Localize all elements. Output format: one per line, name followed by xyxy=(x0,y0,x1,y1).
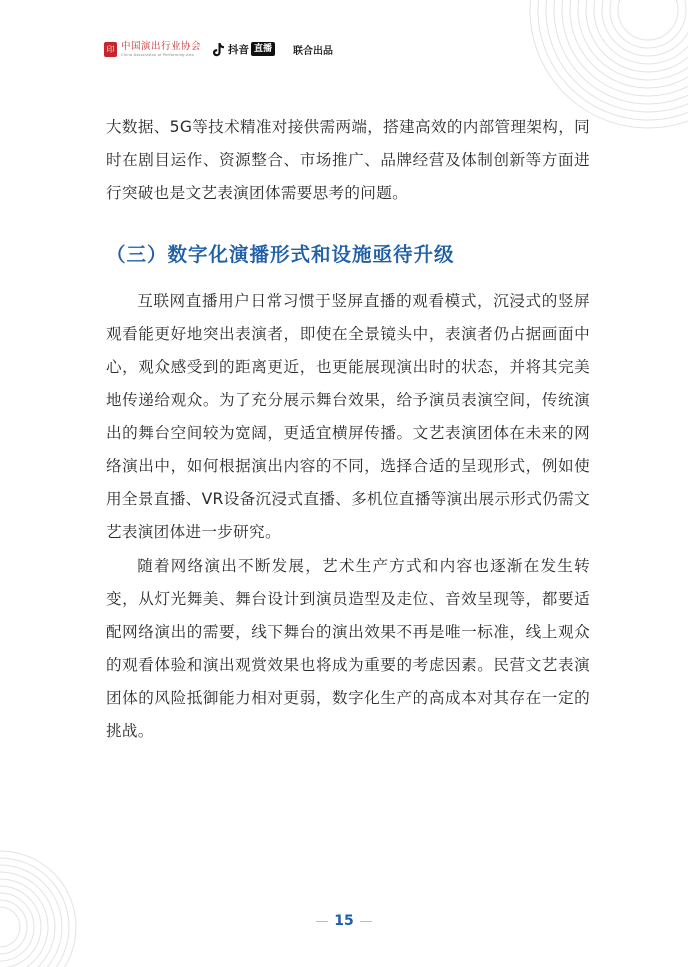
joint-production-label: 联合出品 xyxy=(293,45,334,57)
paragraph-continued: 大数据、5G等技术精准对接供需两端，搭建高效的内部管理架构，同时在剧目运作、资源整合、市场推广、品牌经营及体制创新等方面进行突破也是文艺表演团体需要思考的问题。 xyxy=(106,118,590,202)
page-header xyxy=(104,36,333,62)
douyin-name: 抖音 xyxy=(228,43,250,56)
paragraph-2: 随着网络演出不断发展，艺术生产方式和内容也逐渐在发生转变，从灯光舞美、舞台设计到演员造型及走位、音效呈现等，都要适配网络演出的需要，线下舞台的演出效果不再是唯一标准，线上观众的观看体验和演出观赏效果也将成为重要的考虑因素。民营文艺表演团体的风险抵御能力相对更弱，数字化生产的高成本对其存在一定的挑战。 xyxy=(106,557,590,740)
org-logo xyxy=(104,41,201,57)
douyin-logo xyxy=(212,42,275,57)
org-logo-en: China Association of Performing Arts xyxy=(121,52,194,57)
page-footer xyxy=(0,913,688,929)
org-logo-text: 中国演出行业协会 xyxy=(121,41,202,52)
footer-dash-left xyxy=(316,921,328,922)
live-badge: 直播 xyxy=(251,42,275,56)
footer-dash-right xyxy=(360,921,372,922)
org-seal-icon: 印 xyxy=(104,42,117,57)
decorative-circles-bottom-left xyxy=(0,827,120,967)
page-number: 15 xyxy=(334,913,354,929)
section-heading: （三）数字化演播形式和设施亟待升级 xyxy=(106,243,455,266)
paragraph-1: 互联网直播用户日常习惯于竖屏直播的观看模式，沉浸式的竖屏观看能更好地突出表演者，即使在全景镜头中，表演者仍占据画面中心，观众感受到的距离更近，也更能展现演出时的状态，并将其完美地传递给观众。为了充分展示舞台效果，给予演员表演空间，传统演出的舞台空间较为宽阔，更适宜横屏传播。文艺表演团体在未来的网络演出中，如何根据演出内容的不同，选择合适的呈现形式，例如使用全景直播、VR设备沉浸式直播、多机位直播等演出展示形式仍需文艺表演团体进一步研究。 xyxy=(106,292,590,541)
douyin-note-icon xyxy=(212,42,225,57)
